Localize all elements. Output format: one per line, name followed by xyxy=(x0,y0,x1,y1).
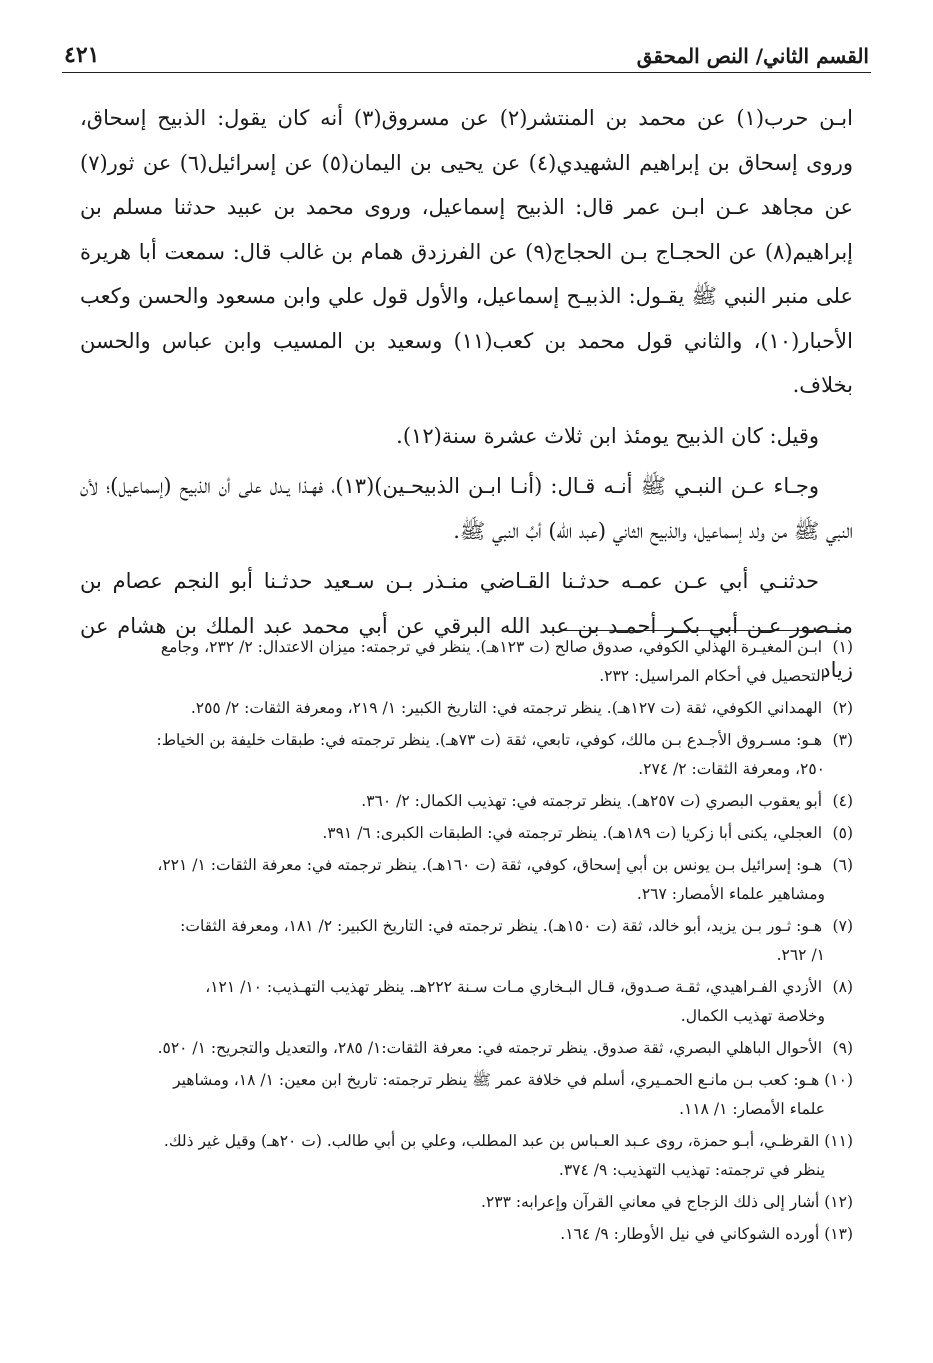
footnote-text: أورده الشوكاني في نيل الأوطار: ٩/ ١٦٤. xyxy=(560,1225,820,1243)
footnote-continuation: علماء الأمصار: ١/ ١١٨. xyxy=(679,1100,825,1118)
footnote-number: (٣) xyxy=(832,731,853,749)
footnote xyxy=(80,819,853,848)
paragraph: وقيل: كان الذبيح يومئذ ابن ثلاث عشرة سنة(١٢). xyxy=(396,423,819,448)
footnote xyxy=(80,1066,853,1124)
footnote-text: الأزدي الفـراهيدي، ثقـة صـدوق، قـال البـخاري مـات سـنة ٢٢٢هـ. ينظر تهذيب التهـذيب: ١٠/ ١٢١، xyxy=(205,978,823,996)
footnote-text: القرظـي، أبـو حمزة، روى عـبد العـباس بن عبد المطلب، وعلي بن أبي طالب. (ت ٢٠هـ) وقيل غير ذلك. xyxy=(163,1132,820,1150)
footnote-number: (١٠) xyxy=(824,1071,853,1089)
footnote-divider xyxy=(562,630,847,631)
footnote-continuation: ينظر في ترجمته: تهذيب التهذيب: ٩/ ٣٧٤. xyxy=(558,1161,825,1179)
footnote-text: ابـن المغيـرة الهذلي الكوفي، صدوق صالح (ت ١٢٣هـ). ينظر في ترجمته: ميزان الاعتدال: ٢/ ٢٣٢، وجامع xyxy=(160,638,823,656)
footnote xyxy=(80,1127,853,1185)
footnote-number: (٥) xyxy=(832,824,853,842)
footnote-text: أبو يعقوب البصري (ت ٢٥٧هـ). ينظر ترجمته في: تهذيب الكمال: ٢/ ٣٦٠. xyxy=(361,792,823,810)
footnote xyxy=(80,912,853,970)
footnote-number: (١٣) xyxy=(824,1225,853,1243)
footnote-continuation: ٢٥٠، ومعرفة الثقات: ٢/ ٢٧٤. xyxy=(638,760,825,778)
footnote-text: أشار إلى ذلك الزجاج في معاني القرآن وإعرابه: ٢٣٣. xyxy=(480,1193,820,1211)
footnote xyxy=(80,633,853,691)
footnote xyxy=(80,694,853,723)
footnote-continuation: التحصيل في أحكام المراسيل: ٢٣٢. xyxy=(599,667,825,685)
running-title: القسم الثاني/ النص المحقق xyxy=(636,44,869,68)
footnote-continuation: وخلاصة تهذيب الكمال. xyxy=(680,1007,825,1025)
page-number: ٤٢١ xyxy=(64,42,100,68)
footnote-text: الأحوال الباهلي البصري، ثقة صدوق. ينظر ترجمته في: معرفة الثقات:١/ ٢٨٥، والتعديل والتجريح: ١/ ٥٢٠. xyxy=(157,1039,823,1057)
page-header xyxy=(62,36,871,73)
footnote-number: (٨) xyxy=(832,978,853,996)
paragraph: حدثنـي أبي عـن عمـه حدثـنا القـاضي منـذر بـن سـعيد حدثـنا أبو النجم عصام بن منـصور عـن أبي بكـر أحمـد بن عبد الله البرقي عن أبي محمد عبد الملك بن هشام عن زياد xyxy=(80,569,853,682)
footnote-number: (١١) xyxy=(824,1132,853,1150)
footnote xyxy=(80,787,853,816)
footnote-text: هـو: مسـروق الأجـدع بـن مالك، كوفي، تابعي، ثقة (ت ٧٣هـ). ينظر ترجمته في: طبقات خليفة بن الخياط: xyxy=(156,731,823,749)
footnote xyxy=(80,851,853,909)
footnote-number: (١) xyxy=(832,638,853,656)
footnotes xyxy=(80,633,853,1252)
footnote xyxy=(80,1188,853,1217)
main-text xyxy=(80,96,853,693)
footnote-number: (١٢) xyxy=(824,1193,853,1211)
paragraph: ابـن حرب(١) عن محمد بن المنتشر(٢) عن مسروق(٣) أنه كان يقول: الذبيح إسحاق، وروى إسحاق بن إبراهيم الشهيدي(٤) عن يحيى بن اليمان(٥) عن إسرائيل(٦) عن ثور(٧) عن مجاهد عـن ابـن عمر قال: الذبيح إسماعيل، وروى محمد بن عبيد حدثنا مسلم بن إبراهيم(٨) عن الحجـاج بـن الحجاج(٩) عن الفرزدق همام بن غالب قال: سمعت أبا هريرة على منبر النبي ﷺ يقـول: الذبيـح إسماعيل، والأول قول علي وابن مسعود والحسن وكعب الأحبار(١٠)، والثاني قول محمد بن كعب(١١) وسعيد بن المسيب وابن عباس والحسن بخلاف. xyxy=(80,106,853,397)
footnote-text: هـو: ثـور بـن يزيد، أبو خالد، ثقة (ت ١٥٠هـ). ينظر ترجمته في: التاريخ الكبير: ٢/ ١٨١، ومعرفة الثقات: xyxy=(180,917,823,935)
footnote-text: العجلي، يكنى أبا زكريا (ت ١٨٩هـ). ينظر ترجمته في: الطبقات الكبرى: ٦/ ٣٩١. xyxy=(322,824,823,842)
footnote-text: هـو: كعب بـن مانـع الحمـيري، أسلم في خلافة عمر ﷺ ينظر ترجمته: تاريخ ابن معين: ١/ ١٨، ومشاهير xyxy=(173,1071,820,1089)
footnote-number: (٩) xyxy=(832,1039,853,1057)
footnote xyxy=(80,973,853,1031)
footnote-number: (٢) xyxy=(832,699,853,717)
footnote-number: (٦) xyxy=(832,856,853,874)
footnote xyxy=(80,726,853,784)
footnote-text: هـو: إسرائيل بـن يونس بن أبي إسحاق، كوفي، ثقة (ت ١٦٠هـ). ينظر ترجمته في: معرفة الثقات: ١/ ٢٢١، xyxy=(157,856,823,874)
footnote-number: (٤) xyxy=(832,792,853,810)
footnote-continuation: ومشاهير علماء الأمصار: ٢٦٧. xyxy=(636,885,825,903)
footnote-number: (٧) xyxy=(832,917,853,935)
footnote-text: الهمداني الكوفي، ثقة (ت ١٢٧هـ). ينظر ترجمته في: التاريخ الكبير: ١/ ٢١٩، ومعرفة الثقات: ٢/ ٢٥٥. xyxy=(190,699,823,717)
footnote xyxy=(80,1034,853,1063)
footnote-continuation: ١/ ٢٦٢. xyxy=(776,946,825,964)
footnote xyxy=(80,1220,853,1249)
paragraph: وجـاء عـن النبـي ﷺ أنـه قـال: (أنـا ابـن الذبيحـين)(١٣)، فهـذا يـدل على أن الذبيح (إسماعيل)؛ لأن النبي ﷺ من ولد إسماعيل، والذبيح الثاني (عبد الله) أبُ النبي ﷺ. xyxy=(80,474,853,543)
